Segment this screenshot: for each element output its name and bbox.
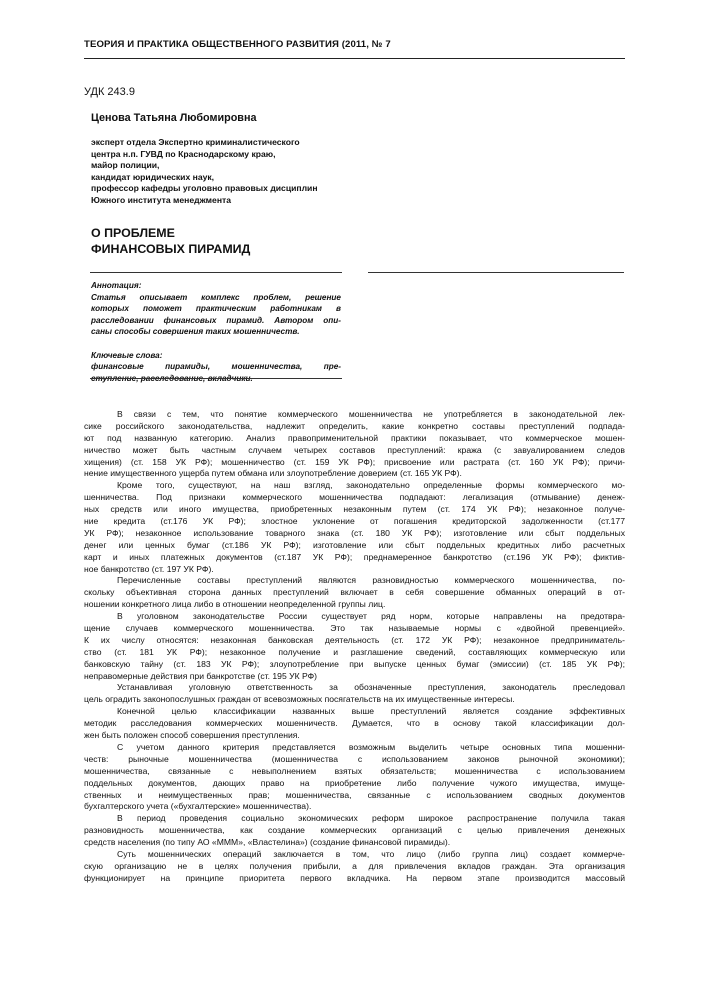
body-line: В уголовном законодательстве России существует ряд норм, которые направлены на предотвра- <box>117 611 625 622</box>
body-line: ют под названную категорию. Анализ правоприменительной практики показывает, что коммерческое мошен- <box>84 432 625 443</box>
body-line: В период проведения социально экономических реформ широкое распространение получила такая <box>117 813 625 824</box>
body-line: К их числу относятся: незаконная банковская деятельность (ст. 172 УК РФ); незаконное предприниматель- <box>84 634 625 645</box>
body-line: денег или ценных бумаг (ст.186 УК РФ); изготовление или сбыт поддельных кредитных либо расчетных <box>84 539 625 550</box>
body-line: Перечисленные составы преступлений являются разновидностью коммерческого мошенничества, по- <box>117 575 625 586</box>
title-line: ФИНАНСОВЫХ ПИРАМИД <box>91 241 251 256</box>
body-line: жен быть положен способ совершения преступления. <box>84 730 300 741</box>
body-line: ничество может быть частным случаем четырех составов преступлений: кража (с завуалированием следов <box>84 444 625 455</box>
body-line: честв: рыночные мошенничества (мошенничества с использованием законов рыночной экономики); <box>84 753 625 764</box>
body-line: скую организацию не в целях получения прибыли, а для привлечения вкладов граждан. Эта организация <box>84 860 625 871</box>
body-line: средств населения (по типу АО «МММ», «Властелина») (создание финансовой пирамиды). <box>84 837 451 848</box>
article-body <box>84 409 625 885</box>
body-line: карт и иных платежных документов (ст.187 УК РФ); преднамеренное банкротство (ст.196 УК РФ); фиктив- <box>84 551 625 562</box>
abstract-line: которых поможет практическим работникам в <box>91 304 341 314</box>
body-line: ношении конкретного лица либо в отношении неопределенной группы лиц. <box>84 599 386 610</box>
body-line: бухгалтерского учета («бухгалтерские» мошенничества). <box>84 801 312 812</box>
abstract-line: саны способы совершения таких мошенничеств. <box>91 327 300 337</box>
right-column-rule <box>368 272 624 273</box>
body-line: функционирует на принципе приоритета первого вкладчика. На первом этапе производится массовый <box>84 872 625 883</box>
body-line: Конечной целью классификации названных выше преступлений является создание эффективных <box>117 706 625 717</box>
abstract-heading: Аннотация: <box>91 281 142 290</box>
body-line: нение имущественного ущерба путем обмана или злоупотребление доверием (ст. 165 УК РФ). <box>84 468 462 479</box>
body-line: ное банкротство (ст. 197 УК РФ). <box>84 563 214 574</box>
body-line: шенничества. Под признаки коммерческого мошенничества подпадают: легализация (отмывание) денеж- <box>84 492 625 503</box>
journal-header: ТЕОРИЯ И ПРАКТИКА ОБЩЕСТВЕННОГО РАЗВИТИЯ (2011, № 7 <box>84 39 391 50</box>
author-name: Ценова Татьяна Любомировна <box>91 112 257 124</box>
body-line: поддельных документов, дающих право на приобретение либо получение чужого имущества, имуще- <box>84 777 625 788</box>
article-title <box>91 226 250 257</box>
udk-code: УДК 243.9 <box>84 86 135 98</box>
body-line: разновидность мошенничества, как создание коммерческих организаций с целью привлечения денежных <box>84 825 625 836</box>
body-line: УК РФ); незаконное использование товарного знака (ст. 180 УК РФ); изготовление или сбыт поддельных <box>84 527 625 538</box>
affiliation-line: профессор кафедры уголовно правовых дисциплин <box>91 183 318 194</box>
abstract-bottom-rule <box>90 378 342 379</box>
header-rule <box>84 58 625 59</box>
abstract-block <box>91 280 341 384</box>
abstract-line: расследовании финансовых пирамид. Автором опи- <box>91 315 341 325</box>
body-line: Кроме того, существуют, на наш взгляд, законодательно определенные формы коммерческого мо- <box>117 480 625 491</box>
body-line: Устанавливая уголовную ответственность за обозначенные преступления, законодатель преследовал <box>117 682 625 693</box>
left-column-rule <box>90 272 342 273</box>
title-line: О ПРОБЛЕМЕ <box>91 226 175 240</box>
keywords-line: финансовые пирамиды, мошенничества, пре- <box>91 362 341 372</box>
body-line: ственных и неимущественных прав; мошенничества, связанные с использованием сводных документов <box>84 789 625 800</box>
body-line: мошенничества, связанные с невыполнением взятых обязательств; мошенничества с использованием <box>84 765 625 776</box>
keywords-heading: Ключевые слова: <box>91 350 163 360</box>
body-line: банковскую тайну (ст. 183 УК РФ); злоупотребление при выпуске ценных бумаг (эмиссии) (ст. 185 УК РФ); <box>84 658 625 669</box>
affiliation-line: центра н.п. ГУВД по Краснодарскому краю, <box>91 148 276 159</box>
body-line: ство (ст. 181 УК РФ); незаконное получение и разглашение сведений, составляющих коммерческую или <box>84 646 625 657</box>
abstract-line: Статья описывает комплекс проблем, решение <box>91 292 341 302</box>
affiliation-line: кандидат юридических наук, <box>91 171 215 182</box>
body-line: щение случаев коммерческого мошенничества. Это так называемые нормы с «двойной превенцией». <box>84 623 625 634</box>
body-line: цель оградить законопослушных граждан от всевозможных посягательств на их имущественные интересы. <box>84 694 515 705</box>
body-line: ние кредита (ст.176 УК РФ); злостное уклонение от погашения кредиторской задолженности (ст.177 <box>84 516 625 527</box>
body-line: методик расследования коммерческих мошенничеств. Думается, что в основу такой классификации дол- <box>84 718 625 729</box>
body-line: сике российского законодательства, надлежит определить, какие конкретно составы преступлений подпада- <box>84 420 625 431</box>
affiliation-line: эксперт отдела Экспертно криминалистического <box>91 137 300 147</box>
body-line: В связи с тем, что понятие коммерческого мошенничества не употребляется в законодательной лек- <box>117 409 625 419</box>
body-line: Суть мошеннических операций заключается в том, что лицо (либо группа лиц) создает коммерче- <box>117 848 625 859</box>
body-line: С учетом данного критерия представляется возможным выделить четыре основных типа мошенни- <box>117 741 625 752</box>
body-line: ных средств или иного имущества, приобретенных незаконным путем (ст. 174 УК РФ); незаконное получе- <box>84 504 625 515</box>
author-affiliation <box>91 137 361 207</box>
body-line: неправомерные действия при банкротстве (ст. 195 УК РФ) <box>84 670 318 681</box>
affiliation-line: майор полиции, <box>91 160 160 171</box>
body-line: хищения) (ст. 158 УК РФ); мошенничество (ст. 159 УК РФ); присвоение или растрата (ст. 160 УК РФ); причи- <box>84 456 625 467</box>
affiliation-line: Южного института менеджмента <box>91 194 232 205</box>
keywords-line: ступление, расследование, вкладчики. <box>91 373 253 383</box>
body-line: скольку объективная сторона данных преступлений включает в себя совершение обманных операций в от- <box>84 587 625 598</box>
